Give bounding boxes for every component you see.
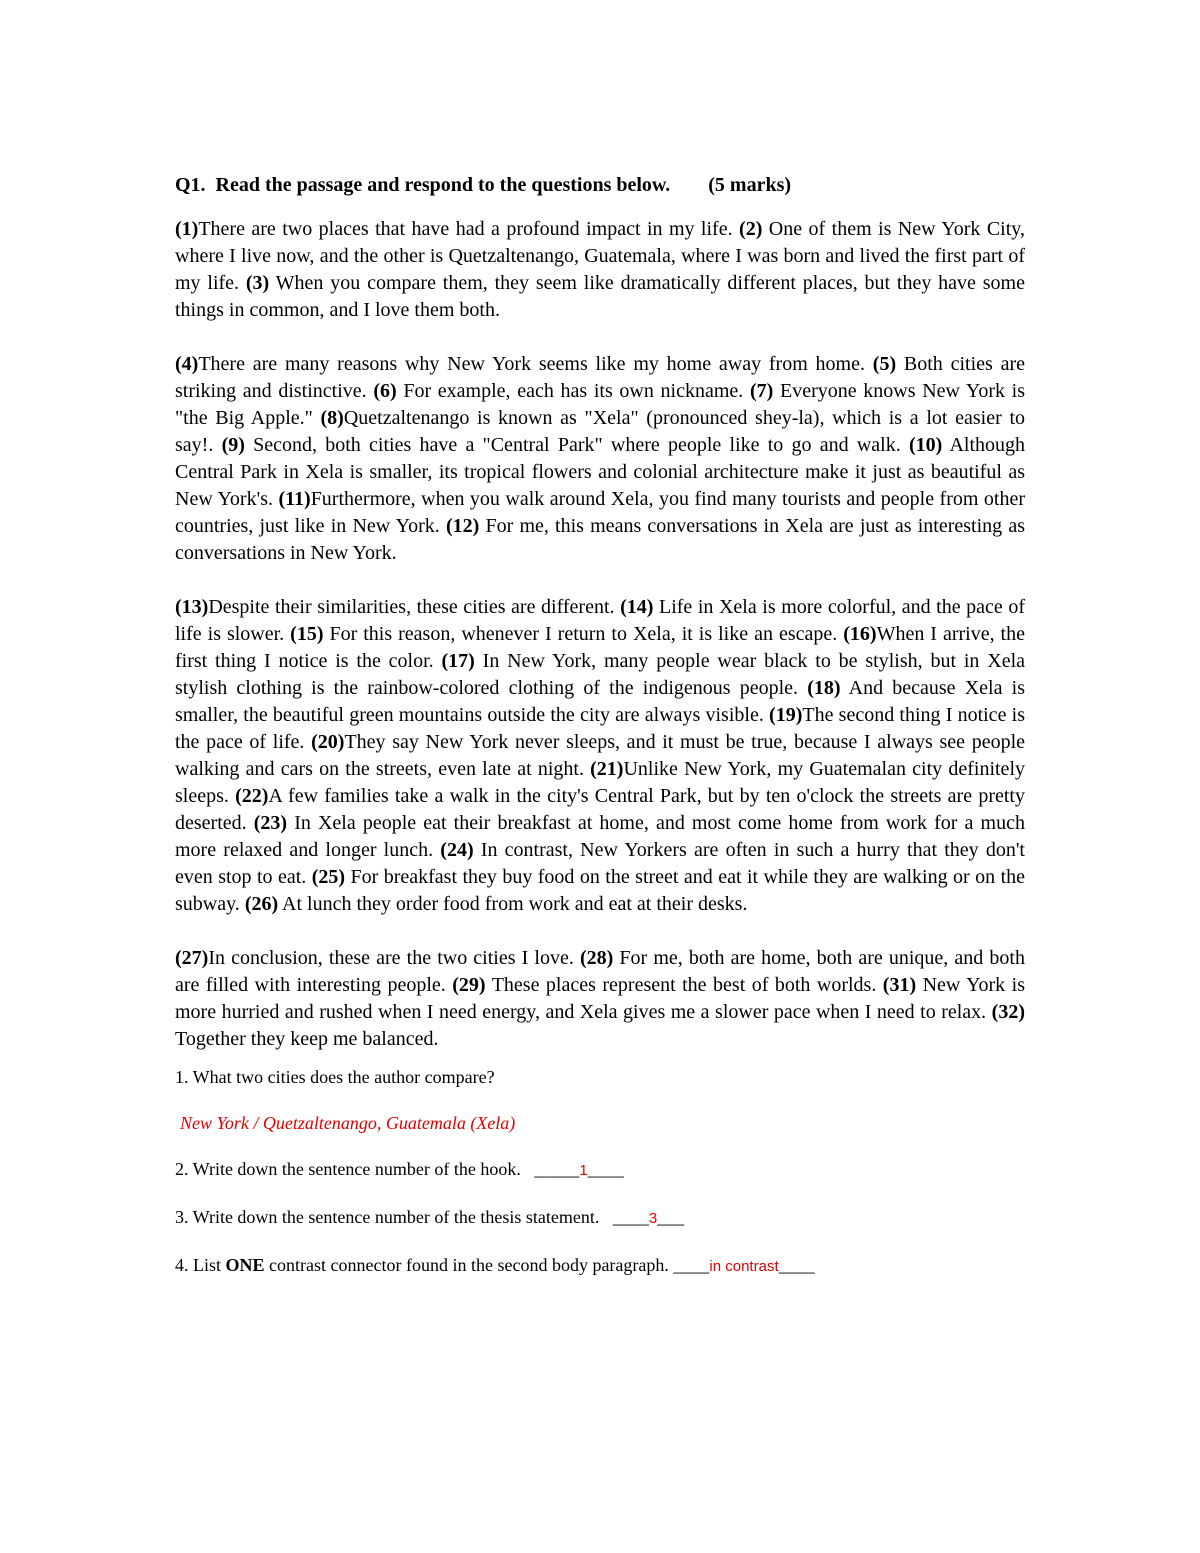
sentence-number: (3) xyxy=(245,272,270,294)
question-2-text: 2. Write down the sentence number of the hook. xyxy=(175,1159,521,1179)
sentence-text: Despite their similarities, these cities are different. xyxy=(208,596,621,618)
sentence-number: (11) xyxy=(278,488,311,510)
sentence-number: (28) xyxy=(579,947,614,969)
sentence-number: (13) xyxy=(175,596,209,618)
sentence-number: (14) xyxy=(620,596,654,618)
answer-blank: ____in contrast____ xyxy=(673,1255,815,1275)
marks-label: (5 marks) xyxy=(708,174,792,196)
sentence-number: (26) xyxy=(244,893,279,915)
sentence-text: In Xela people eat their breakfast at home, and most come home from work for a much more relaxed and longer lunch. xyxy=(175,812,1025,861)
sentence-text: For me, both are home, both are unique, and both are filled with interesting people. xyxy=(175,947,1025,996)
sentence-text: And because Xela is smaller, the beautiful green mountains outside the city are always visible. xyxy=(175,677,1025,726)
sentence-number: (24) xyxy=(440,839,474,861)
question-heading xyxy=(175,170,1025,200)
sentence-text: Life in Xela is more colorful, and the pace of life is slower. xyxy=(175,596,1026,645)
sentence-text: A few families take a walk in the city's Central Park, but by ten o'clock the streets are pretty deserted. xyxy=(175,785,1025,834)
sentence-text: For me, this means conversations in Xela are just as interesting as conversations in New York. xyxy=(175,515,1025,564)
sentence-number: (20) xyxy=(311,731,345,753)
sentence-text: Unlike New York, my Guatemalan city definitely sleeps. xyxy=(175,758,1025,807)
reading-passage xyxy=(175,216,1025,1053)
sentence-text: For this reason, whenever I return to Xela, it is like an escape. xyxy=(323,623,844,645)
answer-blank: _____1____ xyxy=(534,1159,624,1179)
sentence-number: (23) xyxy=(253,812,288,834)
sentence-number: (19) xyxy=(769,704,803,726)
question-4: 4. List ONE contrast connector found in the second body paragraph. ____in contrast____ xyxy=(175,1255,815,1275)
sentence-text: Second, both cities have a "Central Park" where people like to go and walk. xyxy=(244,434,909,456)
sentence-text: There are many reasons why New York seems like my home away from home. xyxy=(198,353,873,375)
passage-paragraph xyxy=(175,216,1025,324)
sentence-number: (9) xyxy=(221,434,245,456)
sentence-text: They say New York never sleeps, and it must be true, because I always see people walking and cars on the streets, even late at night. xyxy=(175,731,1026,780)
sentence-text: New York is more hurried and rushed when I need energy, and Xela gives me a slower pace when I need to relax. xyxy=(175,974,1025,1023)
sentence-text: At lunch they order food from work and eat at their desks. xyxy=(278,893,748,915)
sentence-text: Together they keep me balanced. xyxy=(175,1028,439,1050)
sentence-text: Although Central Park in Xela is smaller, its tropical flowers and colonial architecture make it just as beautiful as New York's. xyxy=(175,434,1025,510)
sentence-text: In New York, many people wear black to be stylish, but in Xela stylish clothing is the rainbow-colored clothing of the indigenous people. xyxy=(175,650,1026,699)
sentence-text: Quetzaltenango is known as "Xela" (pronounced shey-la), which is a lot easier to say!. xyxy=(175,407,1025,456)
sentence-text: In contrast, New Yorkers are often in such a hurry that they don't even stop to eat. xyxy=(175,839,1025,888)
question-2 xyxy=(175,1157,1025,1183)
sentence-text: For breakfast they buy food on the street and eat it while they are walking or on the subway. xyxy=(175,866,1025,915)
question-1: 1. What two cities does the author compare? xyxy=(175,1067,495,1087)
sentence-text: Both cities are striking and distinctive. xyxy=(175,353,1025,402)
passage-paragraph xyxy=(175,351,1025,567)
emphasis-one: ONE xyxy=(225,1255,265,1275)
sentence-number: (1) xyxy=(175,218,199,240)
sentence-number: (32) xyxy=(991,1001,1025,1023)
sentence-number: (21) xyxy=(590,758,624,780)
worksheet-page xyxy=(175,170,1025,1301)
sentence-number: (10) xyxy=(908,434,943,456)
sentence-text: When you compare them, they seem like dramatically different places, but they have some things in common, and I love them both. xyxy=(175,272,1025,321)
passage-paragraph xyxy=(175,945,1025,1053)
sentence-number: (2) xyxy=(739,218,763,240)
sentence-number: (7) xyxy=(749,380,774,402)
sentence-text: Everyone knows New York is "the Big Apple." xyxy=(175,380,1026,429)
sentence-text: There are two places that have had a profound impact in my life. xyxy=(198,218,740,240)
sentence-number: (6) xyxy=(373,380,397,402)
sentence-number: (31) xyxy=(882,974,917,996)
sentence-text: The second thing I notice is the pace of life. xyxy=(175,704,1025,753)
sentence-text: Furthermore, when you walk around Xela, you find many tourists and people from other countries, just like in New York. xyxy=(175,488,1025,537)
sentence-number: (4) xyxy=(175,353,199,375)
question-title: Q1. Read the passage and respond to the questions below. xyxy=(175,174,671,196)
sentence-text: For example, each has its own nickname. xyxy=(396,380,750,402)
sentence-number: (16) xyxy=(843,623,877,645)
answer-4: in contrast xyxy=(709,1258,779,1275)
sentence-number: (8) xyxy=(320,407,344,429)
sentence-text: In conclusion, these are the two cities I love. xyxy=(208,947,580,969)
answer-2: 1 xyxy=(579,1162,588,1179)
sentence-number: (12) xyxy=(445,515,480,537)
sentence-text: One of them is New York City, where I live now, and the other is Quetzaltenango, Guatemala, where I was born and lived the first part of my life. xyxy=(175,218,1025,294)
sentence-number: (5) xyxy=(872,353,897,375)
sentence-text: When I arrive, the first thing I notice is the color. xyxy=(175,623,1025,672)
answer-blank: ____3___ xyxy=(612,1207,685,1227)
sentence-number: (27) xyxy=(175,947,209,969)
question-3 xyxy=(175,1205,1025,1231)
sentence-number: (22) xyxy=(235,785,269,807)
passage-paragraph xyxy=(175,594,1025,918)
sentence-number: (18) xyxy=(807,677,841,699)
sentence-text: These places represent the best of both worlds. xyxy=(485,974,883,996)
sentence-number: (17) xyxy=(441,650,475,672)
answer-3: 3 xyxy=(648,1210,658,1227)
sentence-number: (15) xyxy=(290,623,324,645)
answer-1: New York / Quetzaltenango, Guatemala (Xela) xyxy=(180,1113,516,1133)
sentence-number: (29) xyxy=(452,974,486,996)
question-3-text: 3. Write down the sentence number of the thesis statement. xyxy=(175,1207,600,1227)
sentence-number: (25) xyxy=(311,866,346,888)
